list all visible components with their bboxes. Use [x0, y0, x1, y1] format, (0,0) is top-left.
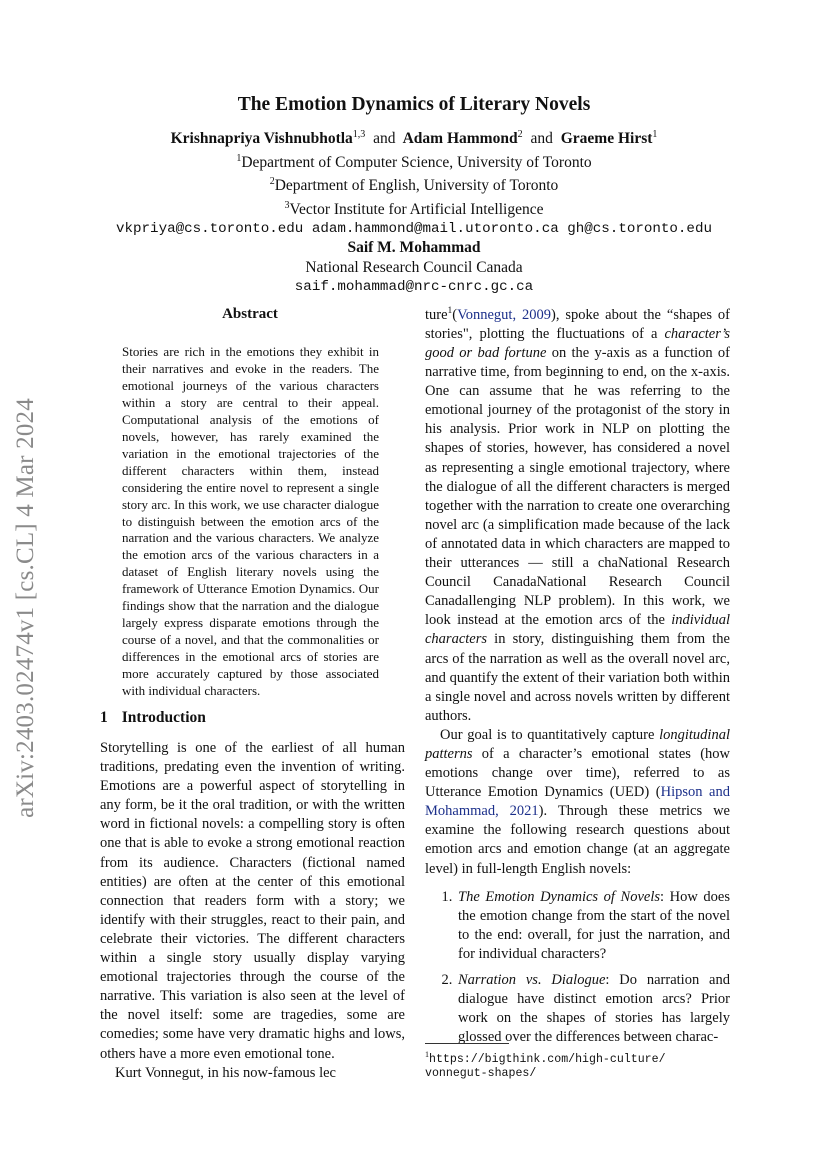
rq-title: The Emotion Dynamics of Novels [458, 888, 660, 905]
arxiv-stamp [0, 368, 52, 848]
list-item [456, 888, 730, 964]
affiliation-mark: 2 [269, 176, 275, 188]
intro-paragraph-start: Kurt Vonnegut, in his now-famous lec [115, 1064, 336, 1081]
emphasis-text: character’s good or bad fortune [425, 325, 730, 362]
footnote-url[interactable] [425, 1048, 730, 1082]
affiliation-text: Department of Computer Science, University of Toronto [241, 153, 592, 171]
footnote-mark: 1 [425, 1050, 429, 1059]
text-fragment: , spoke about the “shapes of stories", plotting the fluctuations of a [425, 306, 730, 342]
rq-text: : Do narration and dialogue have distinct emotion arcs? Prior work on the shapes of stories has largely glossed over the differences between charac- [458, 972, 730, 1046]
footnote-rule [425, 1043, 509, 1044]
affiliation-text: Department of English, University of Toronto [274, 177, 559, 195]
text-fragment: Our goal is to quantitatively capture [440, 726, 660, 743]
text-fragment: of a character’s emotional states (how emotions change over time), referred to as Utterance Emotion Dynamics (UED) [425, 745, 730, 801]
research-questions-list [425, 888, 730, 1048]
affiliation-text: Vector Institute for Artificial Intelligence [289, 201, 544, 219]
affiliation-mark: 3 [284, 199, 290, 211]
emphasis-text: individual characters [425, 612, 730, 648]
rq-text: : How does the emotion change from the start of the novel to the end: overall, for just the narration, and for individual characters? [458, 888, 730, 962]
intro-paragraph-continued: ture$^1$(Vonnegut, 2009), spoke about the “shapes of stories", plotting the fluctuations of a character’s good or bad fortune on the y-axis as a function of narrative time, from beginning to end, on the x-axis. One can assume that he was referring to the emotional journey of the protagonist of the story in his analysis. Prior work in NLP on plotting the shapes of stories, however, has considered a novel as representing a single emotional trajectory, where the dialogue of all the different characters is merged together with the narration to create one overarching novel arc (a simplification made because of the lack of annotated data in which characters are mapped to their utterances — still a chaNational Research Council CanadaNational Research Council Canadallenging NLP problem). In this work, we look instead at the emotion arcs of the individual characters in story, distinguishing them from the arcs of the narration as well as the overall novel arc, and quantify the extent of their variation both within a single novel and across novels written by different authors. [425, 306, 730, 724]
author-names [0, 125, 828, 149]
author-affil-mark: 1,3 [352, 129, 366, 140]
rq-title: Narration vs. Dialogue [458, 972, 606, 989]
author-conjunction: and [373, 130, 396, 148]
author-block [0, 125, 828, 239]
footnote-url-line: https://bigthink.com/high-culture/ [429, 1052, 666, 1066]
arxiv-stamp-text: arXiv:2403.02474v1 [cs.CL] 4 Mar 2024 [12, 398, 39, 818]
citation-link[interactable]: Vonnegut, 2009 [457, 306, 551, 323]
abstract-text: Stories are rich in the emotions they exhibit in their narratives and evoke in the readers. The emotional journeys of the various characters within a story are central to their appeal. Computational analysis of the emotions of novels, however, has rarely examined the variation in the emotional trajectories of the different characters within them, instead considering the entire novel to represent a single story arc. In this work, we use character dialogue to distinguish between the emotion arcs of the narration and the various characters. We analyze the emotion arcs of the various characters in a dataset of English literary novels using the framework of Utterance Emotion Dynamics. Our findings show that the narration and the dialogue largely express disparate emotions through the course of a novel, and that the commonalities or differences in the emotional arcs of stories are more accurately captured by those associated with individual characters. [122, 344, 379, 699]
author-name: Graeme Hirst [560, 130, 653, 148]
author-name: Adam Hammond [402, 130, 518, 148]
intro-paragraph: Our goal is to quantitatively capture longitudinal patterns of a character’s emotional states (how emotions change over time), referred to as Utterance Emotion Dynamics (UED) (Hipson and Mohammad, 2021). Through these metrics we examine the following research questions about emotion arcs and emotion change (at an aggregate level) in full-length English novels: [425, 726, 730, 877]
affiliation-mark: 1 [236, 152, 242, 164]
author-conjunction: and [530, 130, 553, 148]
text-fragment: . Through these metrics we examine the following research questions about emotion arcs and emotion change (at an aggregate level) in full-length English novels: [425, 803, 730, 877]
author-affil-mark: 1 [652, 129, 658, 140]
affiliation [0, 172, 828, 196]
text-fragment: ture [425, 306, 448, 323]
citation-link[interactable]: Hipson and Mohammad, 2021 [425, 784, 730, 820]
author-emails: vkpriya@cs.toronto.edu adam.hammond@mail.utoronto.ca gh@cs.toronto.edu [116, 220, 712, 237]
second-author-name: Saif M. Mohammad [347, 239, 481, 256]
affiliation [0, 149, 828, 173]
list-item [456, 971, 730, 1047]
intro-paragraph: Storytelling is one of the earliest of all human traditions, predating even the invention of writing. Emotions are a powerful aspect of storytelling in any form, be it the oral tradition, or with the written word in fictional novels: a compelling story is often one that is able to evoke a strong emotional reaction from its audience. Characters (fictional named entities) are often at the center of this emotional connection that readers form with a story; we identify with their struggles, react to their pain, and celebrate their victories. The different characters within a single story usually display varying emotional trajectories through the course of the narrative. This variation is also seen at the level of the novel itself: some are tragedies, some are comedies; some have very dramatic highs and lows, others have a more even emotional tone. [100, 740, 405, 1062]
paper-title: The Emotion Dynamics of Literary Novels [237, 94, 591, 115]
author-name: Krishnapriya Vishnubhotla [170, 130, 353, 148]
section-title: Introduction [121, 709, 206, 726]
abstract-heading: Abstract [222, 306, 278, 322]
footnote-mark: 1 [447, 306, 453, 316]
text-fragment: on the y-axis as a function of narrative time, from beginning to end, on the x-axis. One can assume that he was referring to the emotional journey of the protagonist of the story in his analysis. Prior work in NLP on plotting the shapes of stories, however, has considered a novel as representing a single emotional trajectory, where the dialogue of all the different characters is merged together with the narration to create one overarching novel arc (a simplification made because of the lack of annotated data in which characters are mapped to their utterances — still a chaNational Research Council CanadaNational Research Council Canadallenging NLP problem). In this work, we look instead at the emotion arcs of the [425, 345, 730, 629]
text-fragment: in story, distinguishing them from the arcs of the narration as well as the overall novel arc, and quantify the extent of their variation both within a single novel and across novels written by different authors. [425, 631, 730, 724]
section-number: 1 [100, 709, 108, 726]
footnote [425, 1043, 730, 1082]
author-affil-mark: 2 [517, 129, 523, 140]
section-heading [100, 709, 410, 727]
footnote-url-line: vonnegut-shapes/ [425, 1067, 537, 1081]
second-author-affiliation: National Research Council Canada [305, 259, 523, 276]
left-column-body [100, 739, 405, 1083]
emphasis-text: longitudinal patterns [425, 726, 730, 762]
right-column-body [425, 302, 730, 1054]
second-author-block [0, 238, 828, 298]
affiliation [0, 196, 828, 220]
second-author-email: saif.mohammad@nrc-cnrc.gc.ca [294, 279, 534, 295]
